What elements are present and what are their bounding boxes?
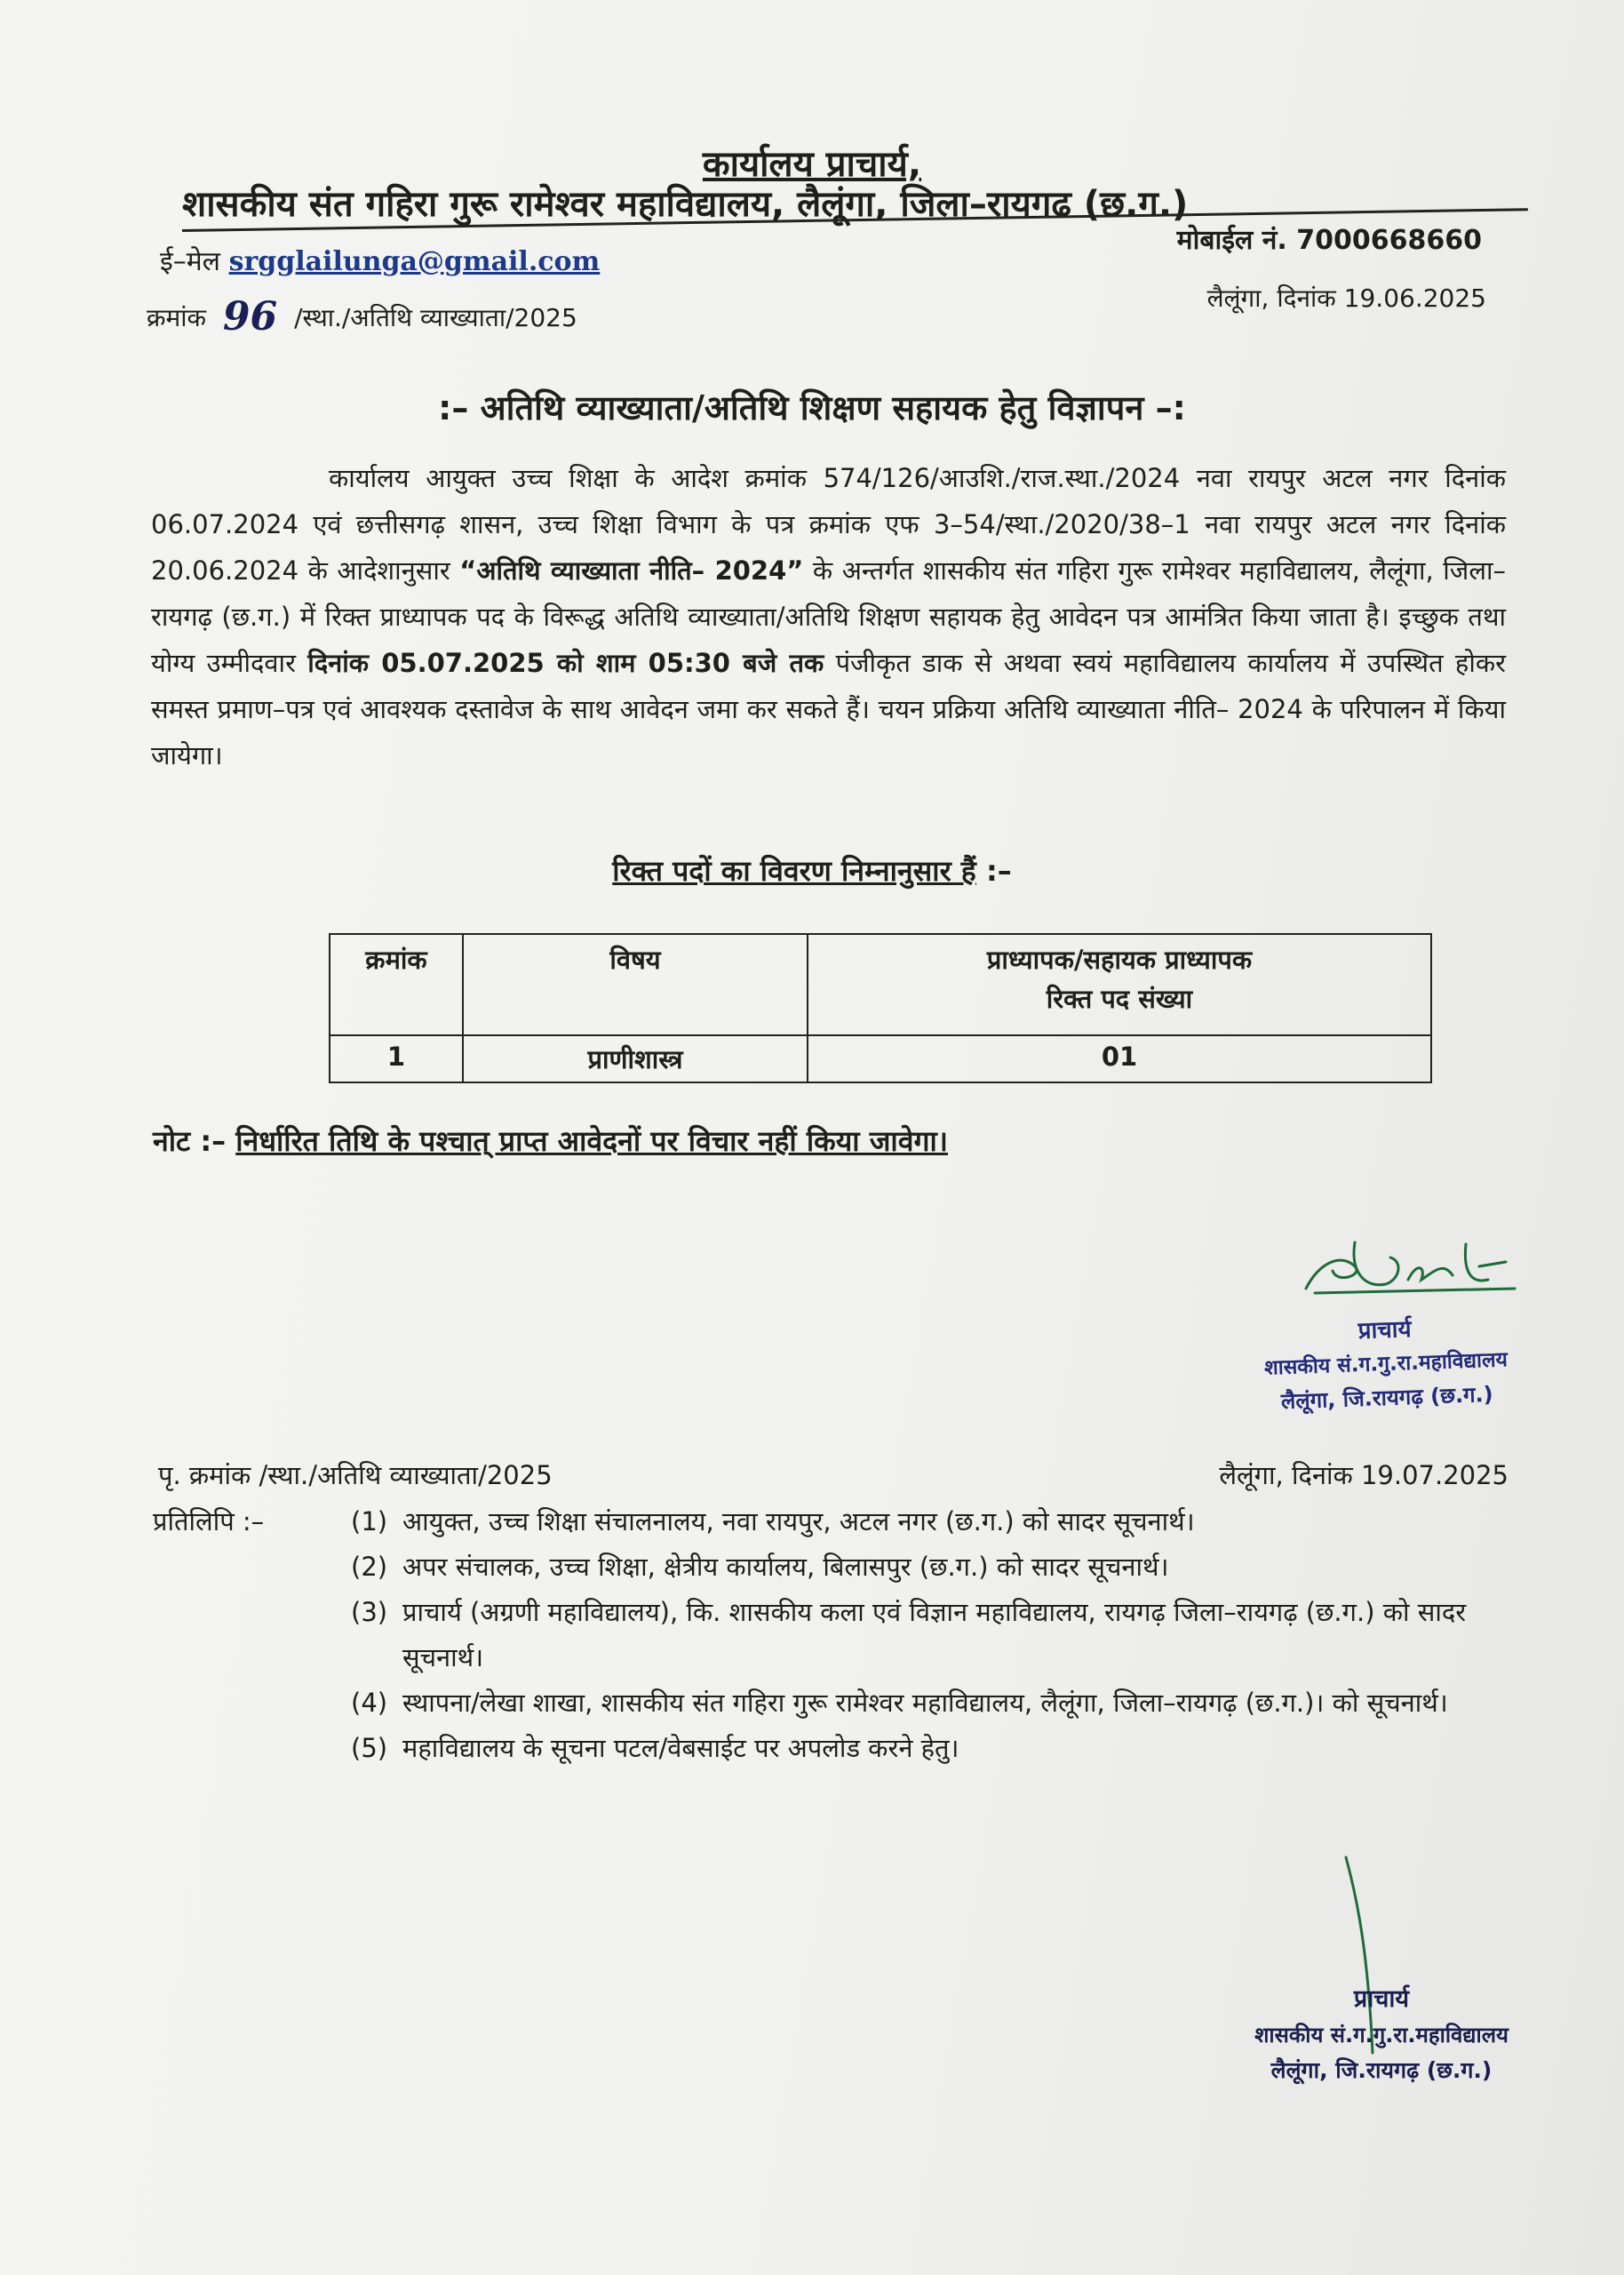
endorsement-seal: [1208, 1982, 1555, 2088]
item-text: प्राचार्य (अग्रणी महाविद्यालय), कि. शासकीय कला एवं विज्ञान महाविद्यालय, रायगढ़ जिला–रायगढ़ (छ.ग.) को सादर सूचनार्थ।: [402, 1597, 1467, 1672]
row-serial: 1: [330, 1035, 463, 1082]
endorsement-date: लैलूंगा, दिनांक 19.07.2025: [1219, 1460, 1509, 1490]
seal-title: प्राचार्य: [1357, 1315, 1413, 1345]
col-posts-line1: प्राध्यापक/सहायक प्राध्यापक: [986, 945, 1253, 975]
col-subject: विषय: [463, 934, 808, 1035]
ref-label: क्रमांक: [147, 303, 207, 332]
list-item: [351, 1680, 1524, 1726]
body-part-2: के अन्तर्गत शासकीय संत गहिरा गुरू रामेश्वर महाविद्यालय, लैलूंगा, जिला–रायगढ़ (छ.ग.) में रिक्त प्राध्यापक पद के विरूद्ध अतिथि व्याख्याता/अतिथि शिक्षण सहायक हेतु आवेदन पत्र आमंत्रित किया जाता है। इच्छुक तथा योग्य उम्मीदवार: [151, 555, 1507, 678]
mobile-number: मोबाईल नं. 7000668660: [1176, 225, 1482, 256]
principal-seal: [1220, 1308, 1552, 1421]
principal-signature: [1302, 1235, 1532, 1306]
deadline: दिनांक 05.07.2025 को शाम 05:30 बजे तक: [307, 648, 824, 678]
note: [153, 1122, 948, 1160]
row-count: 01: [808, 1035, 1431, 1082]
row-subject: प्राणीशास्त्र: [463, 1035, 808, 1082]
item-text: अपर संचालक, उच्च शिक्षा, क्षेत्रीय कार्यालय, बिलासपुर (छ.ग.) को सादर सूचनार्थ।: [402, 1552, 1169, 1582]
item-text: आयुक्त, उच्च शिक्षा संचालनालय, नवा रायपुर, अटल नगर (छ.ग.) को सादर सूचनार्थ।: [402, 1506, 1195, 1537]
vacancy-heading-suffix: :–: [975, 854, 1012, 888]
notice-heading: :– अतिथि व्याख्याता/अतिथि शिक्षण सहायक हेतु विज्ञापन –:: [438, 388, 1186, 427]
ref-handwritten-number: 96: [222, 294, 278, 339]
office-title: कार्यालय प्राचार्य,: [702, 144, 922, 185]
col-posts-line2: रिक्त पद संख्या: [1046, 984, 1193, 1014]
list-item: [351, 1545, 1524, 1590]
copy-label: प्रतिलिपि :–: [153, 1506, 265, 1537]
col-serial: क्रमांक: [330, 934, 463, 1035]
item-number: (1): [351, 1506, 388, 1537]
note-text: निर्धारित तिथि के पश्चात् प्राप्त आवेदनों पर विचार नहीं किया जावेगा।: [235, 1124, 948, 1158]
policy-name: “अतिथि व्याख्याता नीति– 2024”: [459, 555, 804, 586]
item-number: (2): [351, 1552, 388, 1582]
seal-college: शासकीय सं.ग.गु.रा.महाविद्यालय: [1263, 1348, 1509, 1380]
reference-number: [147, 291, 577, 339]
col-posts: [808, 934, 1431, 1035]
ref-suffix: /स्था./अतिथि व्याख्याता/2025: [294, 303, 577, 332]
email-label: ई–मेल: [160, 246, 221, 277]
seal-place: लैलूंगा, जि.रायगढ़ (छ.ग.): [1280, 1381, 1494, 1415]
body-part-3: पंजीकृत डाक से अथवा स्वयं महाविद्यालय कार्यालय में उपस्थित होकर समस्त प्रमाण–पत्र एवं आवश्यक दस्तावेज के साथ आवेदन जमा कर सकते हैं। चयन प्रक्रिया अतिथि व्याख्याता नीति– 2024 के परिपालन में किया जायेगा।: [151, 648, 1506, 770]
item-number: (4): [351, 1688, 388, 1718]
vacancy-heading-text: रिक्त पदों का विवरण निम्नानुसार हैं: [612, 854, 976, 888]
item-text: महाविद्यालय के सूचना पटल/वेबसाईट पर अपलोड करने हेतु।: [402, 1733, 959, 1763]
item-number: (3): [351, 1597, 388, 1627]
seal-place: लैलूंगा, जि.रायगढ़ (छ.ग.): [1270, 2057, 1493, 2083]
list-item: [351, 1726, 1524, 1771]
issue-date: लैलूंगा, दिनांक 19.06.2025: [1206, 283, 1486, 313]
vacancy-heading: [0, 851, 1624, 890]
vacancy-table: [329, 933, 1432, 1083]
table-header-row: [330, 934, 1431, 1035]
notice-body: [151, 455, 1506, 778]
copy-list: [351, 1499, 1524, 1771]
item-text: स्थापना/लेखा शाखा, शासकीय संत गहिरा गुरू रामेश्वर महाविद्यालय, लैलूंगा, जिला–रायगढ़ (छ.ग.)। को सूचनार्थ।: [402, 1688, 1448, 1718]
body-part-1: कार्यालय आयुक्त उच्च शिक्षा के आदेश क्रमांक 574/126/आउशि./राज.स्था./2024 नवा रायपुर अटल नगर दिनांक 06.07.2024 एवं छत्तीसगढ़ शासन, उच्च शिक्षा विभाग के पत्र क्रमांक एफ 3–54/स्था./2020/38–1 नवा रायपुर अटल नगर दिनांक 20.06.2024 के आदेशानुसार: [151, 463, 1506, 586]
seal-title: प्राचार्य: [1353, 1985, 1410, 2013]
note-label: नोट :–: [153, 1124, 236, 1158]
endorsement-ref: पृ. क्रमांक /स्था./अतिथि व्याख्याता/2025: [158, 1460, 553, 1490]
seal-college: शासकीय सं.ग.गु.रा.महाविद्यालय: [1254, 2023, 1509, 2048]
email-row: [160, 242, 600, 278]
college-name: शासकीय संत गहिरा गुरू रामेश्वर महाविद्यालय, लैलूंगा, जिला–रायगढ (छ.ग.): [182, 184, 1189, 225]
item-number: (5): [351, 1733, 388, 1763]
list-item: [351, 1590, 1524, 1680]
email-link[interactable]: srgglailunga@gmail.com: [228, 246, 601, 277]
list-item: [351, 1499, 1524, 1545]
table-row: [330, 1035, 1431, 1082]
